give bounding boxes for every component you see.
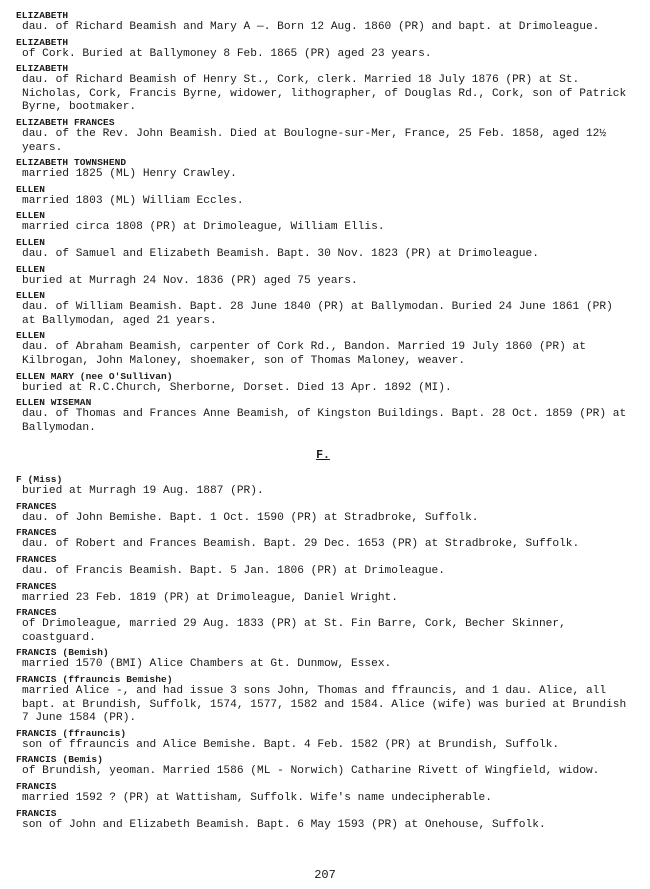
- entry-description: married 23 Feb. 1819 (PR) at Drimoleague, Daniel Wright.: [22, 591, 398, 604]
- entry-description: married 1570 (BMI) Alice Chambers at Gt. Dunmow, Essex.: [22, 658, 392, 671]
- entry-name: ELLEN: [16, 183, 46, 195]
- page-number: 207: [314, 868, 336, 882]
- entry: [16, 754, 630, 779]
- entry-description: dau. of William Beamish. Bapt. 28 June 1840 (PR) at Ballymodan. Buried 24 June 1861 (PR) at Ballymodan, aged 21 years.: [22, 301, 613, 327]
- entry-name: ELLEN: [16, 210, 46, 222]
- entry-description: of Brundish, yeoman. Married 1586 (ML - Norwich) Catharine Rivett of Wingfield, widow.: [22, 765, 600, 778]
- entry: [16, 647, 630, 672]
- entry: [16, 264, 630, 289]
- entry: [16, 554, 630, 579]
- entry: [16, 527, 630, 552]
- entry: [16, 808, 630, 833]
- entry-name: ELLEN: [16, 263, 46, 275]
- entry-name: ELIZABETH: [16, 63, 69, 75]
- entry: [16, 184, 630, 209]
- entry-name: F (Miss): [16, 474, 63, 486]
- entry-description: son of John and Elizabeth Beamish. Bapt. 6 May 1593 (PR) at Onehouse, Suffolk.: [22, 818, 546, 831]
- entries-e-list: [16, 10, 630, 435]
- entry-description: son of ffrauncis and Alice Bemishe. Bapt. 4 Feb. 1582 (PR) at Brundish, Suffolk.: [22, 738, 560, 751]
- entry: [16, 474, 630, 499]
- entry-description: buried at Murragh 19 Aug. 1887 (PR).: [22, 485, 264, 498]
- entry-description: married 1592 ? (PR) at Wattisham, Suffolk. Wife's name undecipherable.: [22, 792, 492, 804]
- entry: [16, 10, 630, 35]
- entry: [16, 674, 630, 726]
- entry-description: dau. of Francis Beamish. Bapt. 5 Jan. 1806 (PR) at Drimoleague.: [22, 565, 445, 578]
- entry: [16, 157, 630, 182]
- entry-name: FRANCES: [16, 554, 57, 566]
- entry-description: dau. of the Rev. John Beamish. Died at Boulogne-sur-Mer, France, 25 Feb. 1858, aged 12½ years.: [22, 127, 607, 154]
- entry-description: buried at R.C.Church, Sherborne, Dorset. Died 13 Apr. 1892 (MI).: [22, 381, 452, 394]
- entry-description: dau. of John Bemishe. Bapt. 1 Oct. 1590 (PR) at Stradbroke, Suffolk.: [22, 511, 479, 524]
- entry-name: FRANCIS (ffrauncis Bemishe): [16, 674, 173, 686]
- entry-name: FRANCES: [16, 580, 57, 592]
- entries-f-list: [16, 474, 630, 832]
- entry-name: FRANCIS: [16, 807, 57, 819]
- entry-name: ELLEN: [16, 330, 46, 342]
- entry-name: FRANCES: [16, 527, 57, 539]
- entry-description: married Alice -, and had issue 3 sons John, Thomas and ffrauncis, and 1 dau. Alice, all bapt. at Brundish, Suffolk, 1574, 1577, 1582 and 1584. Alice (wife) was buried at Brundish 7 June 1584 (PR).: [22, 685, 627, 725]
- entry: [16, 330, 630, 368]
- entry: [16, 781, 630, 806]
- entry-name: FRANCIS (ffrauncis): [16, 727, 127, 739]
- entry: [16, 501, 630, 526]
- entry-name: ELLEN: [16, 236, 46, 248]
- entry-description: dau. of Abraham Beamish, carpenter of Cork Rd., Bandon. Married 19 July 1860 (PR) at Kilbrogan, John Maloney, shoemaker, son of Thomas Maloney, weaver.: [22, 341, 586, 367]
- entry-description: dau. of Richard Beamish of Henry St., Cork, clerk. Married 18 July 1876 (PR) at St. Nicholas, Cork, Francis Byrne, widower, lithographer, of Douglas Rd., Cork, son of Patrick Byrne, bootmaker.: [22, 74, 627, 114]
- entry-name: FRANCIS (Bemis): [16, 754, 104, 766]
- entry-description: married 1825 (ML) Henry Crawley.: [22, 168, 237, 181]
- entry-name: FRANCES: [16, 607, 57, 619]
- entry: [16, 371, 630, 396]
- entry-description: of Cork. Buried at Ballymoney 8 Feb. 1865 (PR) aged 23 years.: [22, 47, 432, 60]
- entry-name: ELIZABETH: [16, 10, 69, 21]
- entry-name: ELLEN WISEMAN: [16, 397, 92, 409]
- entries-container: [16, 10, 630, 834]
- entry-description: buried at Murragh 24 Nov. 1836 (PR) aged 75 years.: [22, 274, 358, 287]
- entry-description: dau. of Richard Beamish and Mary A —. Born 12 Aug. 1860 (PR) and bapt. at Drimoleague.: [22, 21, 600, 33]
- entry-name: ELIZABETH TOWNSHEND: [16, 157, 127, 169]
- section-heading: F.: [316, 449, 330, 463]
- entry: [16, 237, 630, 262]
- entry: [16, 581, 630, 606]
- entry-name: ELLEN MARY (nee O'Sullivan): [16, 370, 173, 382]
- entry-name: FRANCIS: [16, 781, 57, 792]
- entry-description: dau. of Thomas and Frances Anne Beamish, of Kingston Buildings. Bapt. 28 Oct. 1859 (PR) at Ballymodan.: [22, 408, 627, 434]
- entry-name: ELLEN: [16, 290, 46, 302]
- entry-name: ELIZABETH FRANCES: [16, 116, 115, 128]
- entry-name: FRANCIS (Bemish): [16, 647, 109, 659]
- entry-description: married 1803 (ML) William Eccles.: [22, 194, 244, 207]
- entry-description: dau. of Robert and Frances Beamish. Bapt. 29 Dec. 1653 (PR) at Stradbroke, Suffolk.: [22, 538, 580, 551]
- entry: [16, 397, 630, 435]
- entry: [16, 63, 630, 115]
- entry-description: dau. of Samuel and Elizabeth Beamish. Bapt. 30 Nov. 1823 (PR) at Drimoleague.: [22, 247, 539, 260]
- entry-name: FRANCES: [16, 500, 57, 512]
- entry: [16, 37, 630, 62]
- entry-name: ELIZABETH: [16, 36, 69, 48]
- entry: [16, 607, 630, 645]
- entry: [16, 728, 630, 753]
- entry: [16, 117, 630, 155]
- entry: [16, 290, 630, 328]
- entry-description: of Drimoleague, married 29 Aug. 1833 (PR) at St. Fin Barre, Cork, Becher Skinner, coastguard.: [22, 618, 566, 644]
- entry-description: married circa 1808 (PR) at Drimoleague, William Ellis.: [22, 221, 385, 234]
- entry: [16, 210, 630, 235]
